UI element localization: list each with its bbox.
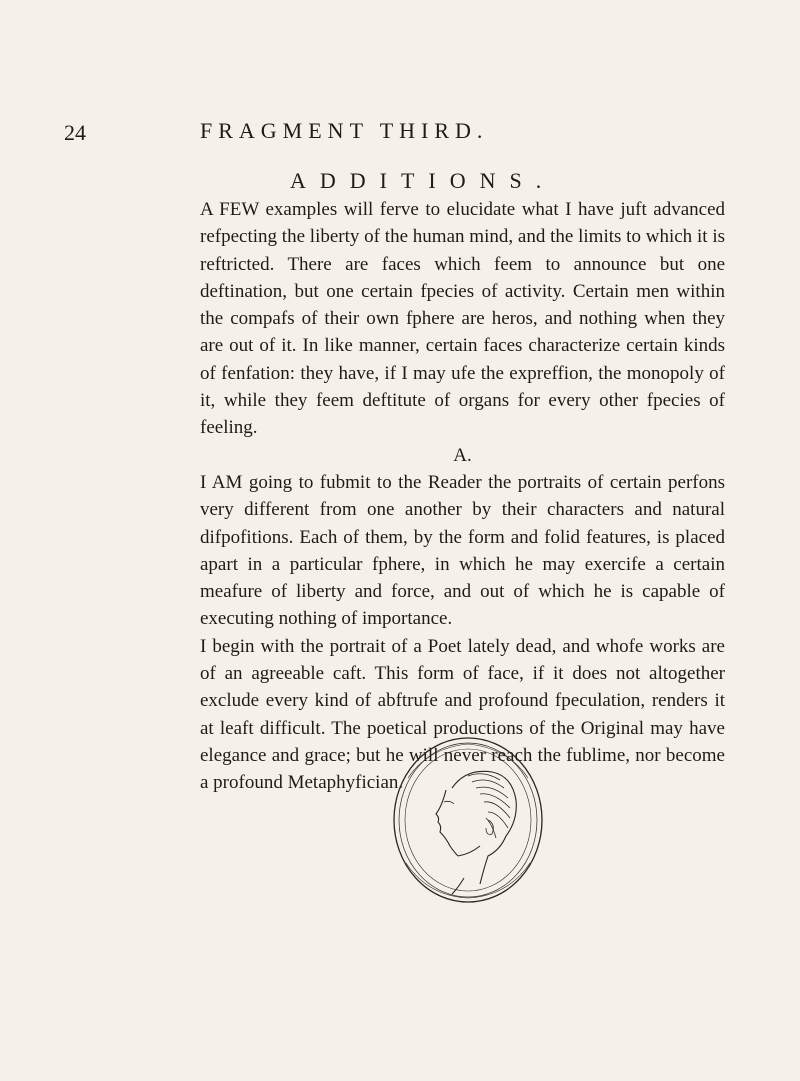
body-text: [200, 196, 725, 797]
page-number: 24: [64, 120, 86, 145]
hair-hatching: [468, 774, 510, 838]
paragraph-3: I begin with the portrait of a Poet lately dead, and whofe works are of an agreeable caft. This form of face, if it does not altogether exclude every kind of abftrufe and profound fpeculation, renders it at leaft difficult. The poetical productions of the Original may have elegance and grace; but he will never reach the fublime, nor become a profound Metaphyfician.: [200, 635, 725, 794]
paragraph-2: I AM going to fubmit to the Reader the portraits of certain perfons very different from one another by their characters and natural difpofitions. Each of them, by the form and folid features, is placed apart in a particular fphere, in which he may exercife a certain meafure of liberty and force, and out of which he is capable of executing nothing of importance.: [200, 471, 725, 630]
eye-and-ear: [444, 801, 493, 834]
profile-face: [436, 771, 516, 894]
section-marker: A.: [453, 444, 472, 466]
running-head: FRAGMENT THIRD.: [200, 118, 489, 143]
section-title: ADDITIONS.: [290, 168, 556, 193]
paragraph-1: A FEW examples will ferve to elucidate what I have juft advanced refpecting the liberty of the human mind, and the limits to which it is reftricted. There are faces which feem to announce but one deftination, but one certain fpecies of activity. Certain men within the compafs of their own fphere are heros, and nothing when they are out of it. In like manner, certain faces characterize certain kinds of fenfation: they have, if I may ufe the expreffion, the monopoly of it, while they feem deftitute of organs for every other fpecies of feeling.: [200, 199, 725, 439]
medallion-frame: [394, 738, 542, 902]
portrait-engraving: [388, 728, 548, 908]
